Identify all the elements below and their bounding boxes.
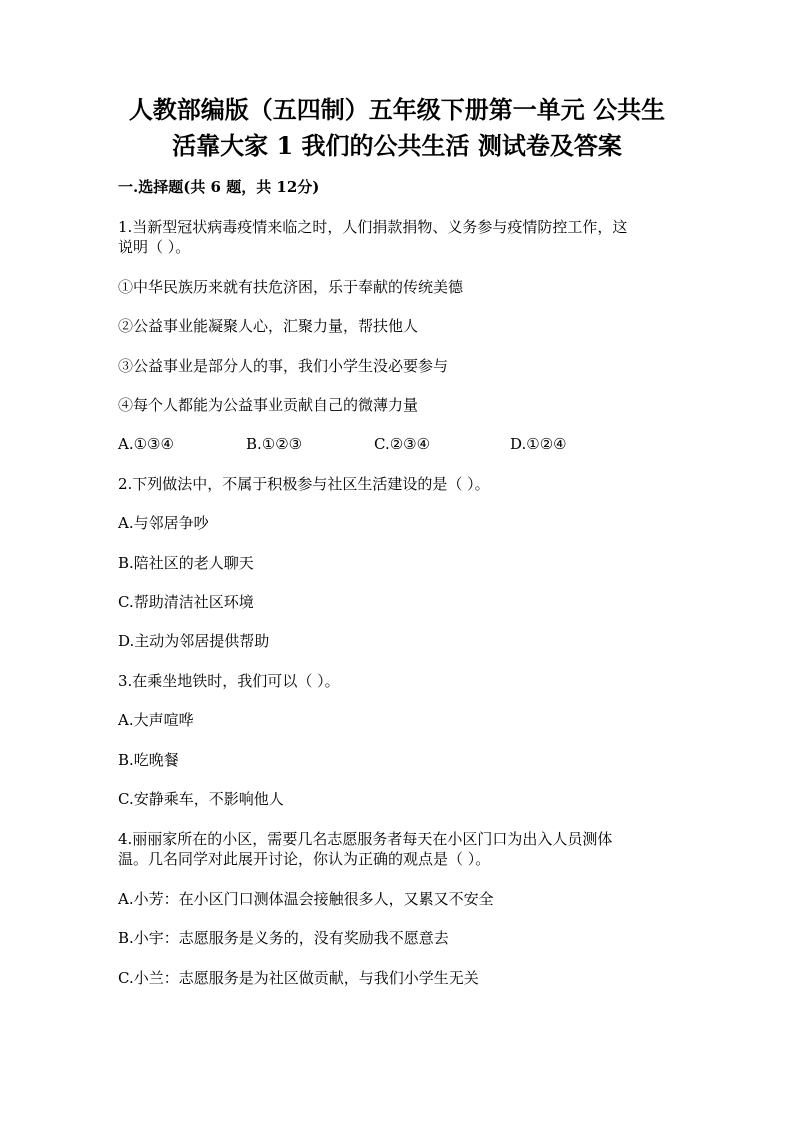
question-1-choice-c: C.②③④ xyxy=(374,435,431,453)
question-4-option-b: B.小宇：志愿服务是义务的，没有奖励我不愿意去 xyxy=(118,929,449,947)
question-1-statement-2: ②公益事业能凝聚人心，汇聚力量，帮扶他人 xyxy=(118,317,419,335)
question-3-option-a: A.大声喧哗 xyxy=(118,711,194,729)
section-heading: 一.选择题(共 6 题，共 12分) xyxy=(118,178,320,196)
question-1-stem-line-2: 说明（ ）。 xyxy=(118,238,191,256)
question-1-choice-a: A.①③④ xyxy=(118,435,174,453)
question-2-option-c: C.帮助清洁社区环境 xyxy=(118,593,254,611)
question-1-stem xyxy=(118,217,678,257)
question-2-option-b: B.陪社区的老人聊天 xyxy=(118,554,254,572)
question-1-statement-1: ①中华民族历来就有扶危济困，乐于奉献的传统美德 xyxy=(118,278,464,296)
question-1-statement-3: ③公益事业是部分人的事，我们小学生没必要参与 xyxy=(118,357,449,375)
question-4-option-a: A.小芳：在小区门口测体温会接触很多人，又累又不安全 xyxy=(118,890,494,908)
question-2-option-d: D.主动为邻居提供帮助 xyxy=(118,632,270,650)
question-3-option-b: B.吃晚餐 xyxy=(118,751,179,769)
question-1-choices xyxy=(118,434,678,454)
question-3-option-c: C.安静乘车，不影响他人 xyxy=(118,790,284,808)
question-4-stem-line-1: 4.丽丽家所在的小区，需要几名志愿服务者每天在小区门口为出入人员测体 xyxy=(118,830,613,848)
question-1-choice-b: B.①②③ xyxy=(246,435,303,453)
title-line-2: 活靠大家 1 我们的公共生活 测试卷及答案 xyxy=(172,131,622,160)
page-title xyxy=(100,92,694,164)
question-1-stem-line-1: 1.当新型冠状病毒疫情来临之时，人们捐款捐物、义务参与疫情防控工作，这 xyxy=(118,218,628,236)
question-2-option-a: A.与邻居争吵 xyxy=(118,514,209,532)
question-1-statement-4: ④每个人都能为公益事业贡献自己的微薄力量 xyxy=(118,396,419,414)
title-line-1: 人教部编版（五四制）五年级下册第一单元 公共生 xyxy=(128,95,666,124)
question-2-stem: 2.下列做法中，不属于积极参与社区生活建设的是（ ）。 xyxy=(118,475,490,493)
question-4-option-c: C.小兰：志愿服务是为社区做贡献，与我们小学生无关 xyxy=(118,969,479,987)
question-4-stem xyxy=(118,829,678,869)
question-4-stem-line-2: 温。几名同学对此展开讨论，你认为正确的观点是（ ）。 xyxy=(118,850,491,868)
question-3-stem: 3.在乘坐地铁时，我们可以（ ）。 xyxy=(118,672,340,690)
question-1-choice-d: D.①②④ xyxy=(510,435,567,453)
